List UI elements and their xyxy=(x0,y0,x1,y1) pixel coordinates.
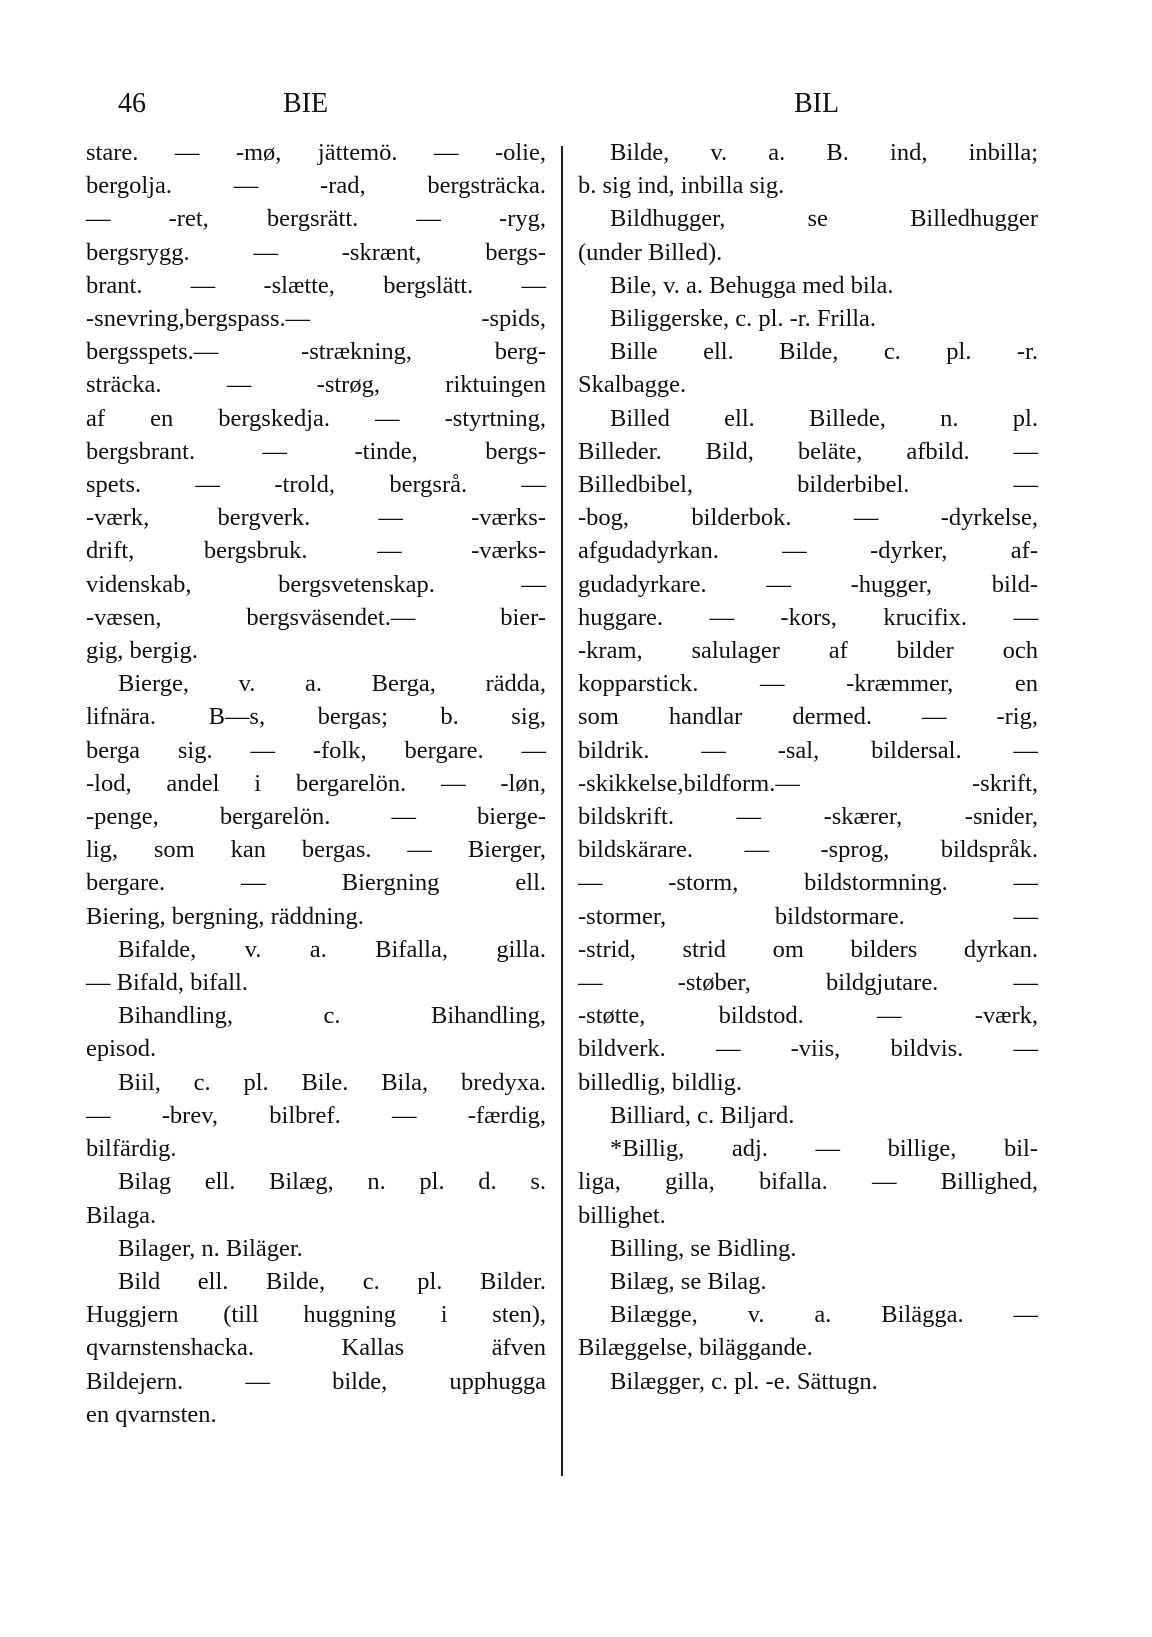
entry-line: Bifalde, v. a. Bifalla, gilla. xyxy=(118,935,546,963)
entry-line: billighet. xyxy=(578,1201,666,1229)
entry-line: Bilager, n. Biläger. xyxy=(118,1234,303,1262)
entry-line: — -støber, bildgjutare. — xyxy=(578,969,1038,997)
entry-line: bergolja. — -rad, bergsträcka. xyxy=(86,172,546,200)
entry-line: (under Billed). xyxy=(578,238,723,266)
entry-line: -skikkelse,bildform.— -skrift, xyxy=(578,769,1038,797)
entry-line: Biliggerske, c. pl. -r. Frilla. xyxy=(610,305,877,333)
entry-line: Biil, c. pl. Bile. Bila, bredyxa. xyxy=(118,1068,546,1096)
entry-line: bildskrift. — -skærer, -snider, xyxy=(578,803,1038,831)
column-divider xyxy=(561,146,563,1476)
entry-line: Billing, se Bidling. xyxy=(610,1234,797,1262)
entry-line: Bile, v. a. Behugga med bila. xyxy=(610,271,894,299)
entry-line: episod. xyxy=(86,1035,157,1063)
entry-line: bergsspets.— -strækning, berg- xyxy=(86,338,546,366)
entry-line: berga sig. — -folk, bergare. — xyxy=(86,736,546,764)
entry-line: gig, bergig. xyxy=(86,637,198,665)
entry-line: stare. — -mø, jättemö. — -olie, xyxy=(86,139,546,166)
entry-line: — -ret, bergsrätt. — -ryg, xyxy=(86,205,546,233)
left-guide-word: BIE xyxy=(283,88,329,119)
entry-line: -bog, bilderbok. — -dyrkelse, xyxy=(578,504,1038,532)
entry-line: Bilægge, v. a. Bilägga. — xyxy=(610,1301,1038,1329)
entry-line: billedlig, bildlig. xyxy=(578,1068,743,1096)
entry-line: -snevring,bergspass.— -spids, xyxy=(86,305,546,333)
entry-line: Bilæggelse, biläggande. xyxy=(578,1334,813,1362)
entry-line: -penge, bergarelön. — bierge- xyxy=(86,803,546,831)
entry-line: Billeder. Bild, beläte, afbild. — xyxy=(578,437,1038,465)
entry-line: drift, bergsbruk. — -værks- xyxy=(86,537,546,565)
entry-line: -væsen, bergsväsendet.— bier- xyxy=(86,603,546,631)
entry-line: bildrik. — -sal, bildersal. — xyxy=(578,736,1038,764)
entry-line: -værk, bergverk. — -værks- xyxy=(86,504,546,532)
entry-line: Bille ell. Bilde, c. pl. -r. xyxy=(610,338,1038,366)
entry-line: bergsbrant. — -tinde, bergs- xyxy=(86,437,546,465)
entry-line: gudadyrkare. — -hugger, bild- xyxy=(578,570,1038,598)
entry-line: *Billig, adj. — billige, bil- xyxy=(610,1135,1038,1163)
entry-line: en qvarnsten. xyxy=(86,1400,217,1428)
entry-line: -stormer, bildstormare. — xyxy=(578,902,1038,930)
entry-line: — Bifald, bifall. xyxy=(86,969,248,997)
entry-line: liga, gilla, bifalla. — Billighed, xyxy=(578,1168,1038,1196)
entry-line: qvarnstenshacka. Kallas äfven xyxy=(86,1334,546,1362)
entry-line: -lod, andel i bergarelön. — -løn, xyxy=(86,769,546,797)
entry-line: som handlar dermed. — -rig, xyxy=(578,703,1038,731)
entry-line: Biering, bergning, räddning. xyxy=(86,902,364,930)
entry-line: Bierge, v. a. Berga, rädda, xyxy=(118,670,546,698)
entry-line: b. sig ind, inbilla sig. xyxy=(578,172,785,200)
entry-line: Bilde, v. a. B. ind, inbilla; xyxy=(610,139,1038,166)
entry-line: Huggjern (till huggning i sten), xyxy=(86,1301,546,1329)
entry-line: kopparstick. — -kræmmer, en xyxy=(578,670,1038,698)
page-number: 46 xyxy=(118,88,146,119)
entry-line: lifnära. B—s, bergas; b. sig, xyxy=(86,703,546,731)
entry-line: bergsrygg. — -skrænt, bergs- xyxy=(86,238,546,266)
entry-line: Bilægger, c. pl. -e. Sättugn. xyxy=(610,1367,878,1395)
entry-line: bilfärdig. xyxy=(86,1135,177,1163)
entry-line: Billed ell. Billede, n. pl. xyxy=(610,404,1038,432)
entry-line: Bilaga. xyxy=(86,1201,157,1229)
entry-line: Skalbagge. xyxy=(578,371,687,399)
entry-line: Billedbibel, bilderbibel. — xyxy=(578,471,1038,499)
entry-line: Bildhugger, se Billedhugger xyxy=(610,205,1038,233)
entry-line: sträcka. — -strøg, riktuingen xyxy=(86,371,546,399)
entry-line: Billiard, c. Biljard. xyxy=(610,1101,795,1129)
right-column xyxy=(578,136,1038,1398)
entry-line: afgudadyrkan. — -dyrker, af- xyxy=(578,537,1038,565)
entry-line: huggare. — -kors, krucifix. — xyxy=(578,603,1038,631)
entry-line: -støtte, bildstod. — -værk, xyxy=(578,1002,1038,1030)
entry-line: lig, som kan bergas. — Bierger, xyxy=(86,836,546,864)
entry-line: spets. — -trold, bergsrå. — xyxy=(86,471,546,499)
entry-line: Bild ell. Bilde, c. pl. Bilder. xyxy=(118,1267,546,1295)
entry-line: videnskab, bergsvetenskap. — xyxy=(86,570,546,598)
entry-line: brant. — -slætte, bergslätt. — xyxy=(86,271,546,299)
entry-line: -strid, strid om bilders dyrkan. xyxy=(578,935,1038,963)
running-header xyxy=(0,88,1152,128)
entry-line: -kram, salulager af bilder och xyxy=(578,637,1038,665)
entry-line: af en bergskedja. — -styrtning, xyxy=(86,404,546,432)
entry-line: — -storm, bildstormning. — xyxy=(578,869,1038,897)
entry-line: Bihandling, c. Bihandling, xyxy=(118,1002,546,1030)
right-guide-word: BIL xyxy=(794,88,840,119)
entry-line: — -brev, bilbref. — -færdig, xyxy=(86,1101,546,1129)
entry-line: Bildejern. — bilde, upphugga xyxy=(86,1367,546,1395)
entry-line: bildverk. — -viis, bildvis. — xyxy=(578,1035,1038,1063)
entry-line: bergare. — Biergning ell. xyxy=(86,869,546,897)
entry-line: Bilæg, se Bilag. xyxy=(610,1267,767,1295)
left-column xyxy=(86,136,546,1431)
entry-line: bildskärare. — -sprog, bildspråk. xyxy=(578,836,1038,864)
entry-line: Bilag ell. Bilæg, n. pl. d. s. xyxy=(118,1168,546,1196)
